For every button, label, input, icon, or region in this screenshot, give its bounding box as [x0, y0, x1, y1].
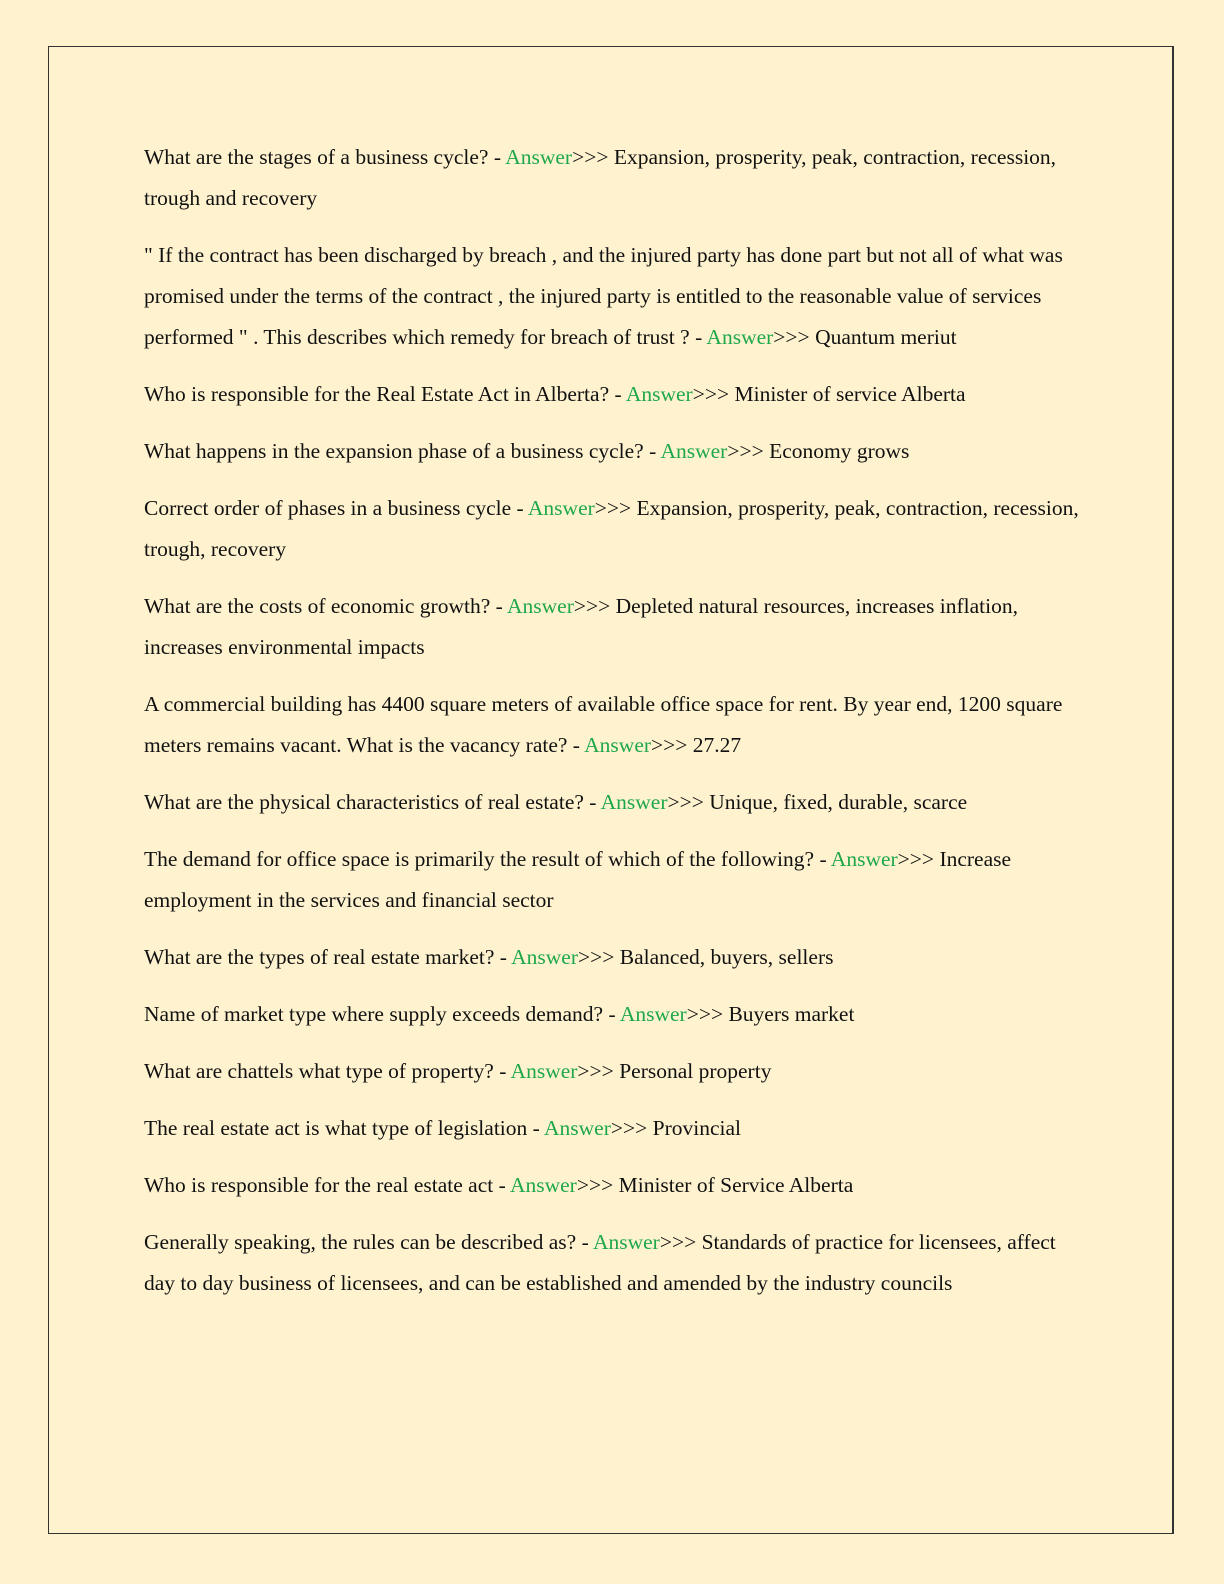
qa-item: [144, 488, 1084, 570]
answer-text: Standards of practice for licensees, affect day to day business of licensees, and can be established and amended by the industry councils: [144, 1230, 1056, 1295]
question-text: Name of market type where supply exceeds demand? -: [144, 1002, 620, 1026]
question-text: " If the contract has been discharged by breach , and the injured party has done part but not all of what was promised under the terms of the contract , the injured party is entitled to the reasonable value of services performed " . This describes which remedy for breach of trust ? -: [144, 243, 1063, 349]
question-text: The demand for office space is primarily the result of which of the following? -: [144, 847, 831, 871]
answer-label: Answer: [509, 1173, 577, 1197]
answer-label: Answer: [527, 496, 595, 520]
answer-marker: >>>: [573, 594, 616, 618]
qa-list: [144, 137, 1084, 1320]
question-text: What are the stages of a business cycle? -: [144, 145, 506, 169]
answer-text: Buyers market: [728, 1002, 855, 1026]
answer-label: Answer: [505, 145, 573, 169]
answer-marker: >>>: [686, 1002, 729, 1026]
question-text: Generally speaking, the rules can be described as? -: [144, 1230, 593, 1254]
answer-label: Answer: [625, 382, 693, 406]
answer-marker: >>>: [594, 496, 637, 520]
answer-text: Increase employment in the services and financial sector: [144, 847, 1012, 912]
answer-label: Answer: [544, 1116, 611, 1140]
answer-marker: >>>: [773, 325, 816, 349]
answer-label: Answer: [511, 945, 578, 969]
answer-marker: >>>: [610, 1116, 653, 1140]
question-text: The real estate act is what type of legislation -: [144, 1116, 544, 1140]
qa-item: [144, 937, 1084, 978]
answer-text: Minister of service Alberta: [734, 382, 966, 406]
qa-item: [144, 839, 1084, 921]
answer-label: Answer: [619, 1002, 687, 1026]
answer-label: Answer: [592, 1230, 660, 1254]
question-text: What are the physical characteristics of real estate? -: [144, 790, 601, 814]
qa-item: [144, 1222, 1084, 1304]
answer-marker: >>>: [692, 382, 735, 406]
question-text: A commercial building has 4400 square meters of available office space for rent. By year end, 1200 square meters remains vacant. What is the vacancy rate? -: [144, 692, 1063, 757]
question-text: What are the costs of economic growth? -: [144, 594, 507, 618]
answer-text: Expansion, prosperity, peak, contraction, recession, trough and recovery: [144, 145, 1057, 210]
answer-marker: >>>: [667, 790, 710, 814]
answer-marker: >>>: [651, 733, 693, 757]
answer-label: Answer: [706, 325, 774, 349]
answer-marker: >>>: [897, 847, 940, 871]
answer-label: Answer: [510, 1059, 578, 1083]
question-text: What happens in the expansion phase of a business cycle? -: [144, 439, 661, 463]
answer-text: Depleted natural resources, increases inflation, increases environmental impacts: [144, 594, 1018, 659]
answer-label: Answer: [506, 594, 574, 618]
qa-item: [144, 374, 1084, 415]
answer-label: Answer: [584, 733, 652, 757]
question-text: Who is responsible for the Real Estate Act in Alberta? -: [144, 382, 626, 406]
answer-text: Minister of Service Alberta: [618, 1173, 854, 1197]
answer-label: Answer: [600, 790, 668, 814]
answer-text: Expansion, prosperity, peak, contraction, recession, trough, recovery: [144, 496, 1079, 561]
answer-marker: >>>: [577, 1059, 620, 1083]
question-text: What are the types of real estate market? -: [144, 945, 512, 969]
answer-label: Answer: [660, 439, 728, 463]
qa-item: [144, 1165, 1084, 1206]
answer-text: Quantum meriut: [815, 325, 957, 349]
answer-label: Answer: [830, 847, 898, 871]
answer-marker: >>>: [576, 1173, 619, 1197]
answer-text: Balanced, buyers, sellers: [619, 945, 834, 969]
qa-item: [144, 994, 1084, 1035]
answer-text: Personal property: [619, 1059, 772, 1083]
answer-text: 27.27: [692, 733, 742, 757]
answer-marker: >>>: [577, 945, 620, 969]
answer-marker: >>>: [659, 1230, 702, 1254]
qa-item: [144, 137, 1084, 219]
answer-text: Economy grows: [769, 439, 910, 463]
answer-text: Unique, fixed, durable, scarce: [709, 790, 968, 814]
question-text: Correct order of phases in a business cycle -: [144, 496, 528, 520]
qa-item: [144, 782, 1084, 823]
qa-item: [144, 1108, 1084, 1149]
answer-marker: >>>: [572, 145, 614, 169]
qa-item: [144, 684, 1084, 766]
qa-item: [144, 586, 1084, 668]
qa-item: [144, 235, 1084, 358]
question-text: Who is responsible for the real estate act -: [144, 1173, 510, 1197]
qa-item: [144, 431, 1084, 472]
qa-item: [144, 1051, 1084, 1092]
answer-marker: >>>: [727, 439, 770, 463]
question-text: What are chattels what type of property? -: [144, 1059, 511, 1083]
answer-text: Provincial: [652, 1116, 742, 1140]
